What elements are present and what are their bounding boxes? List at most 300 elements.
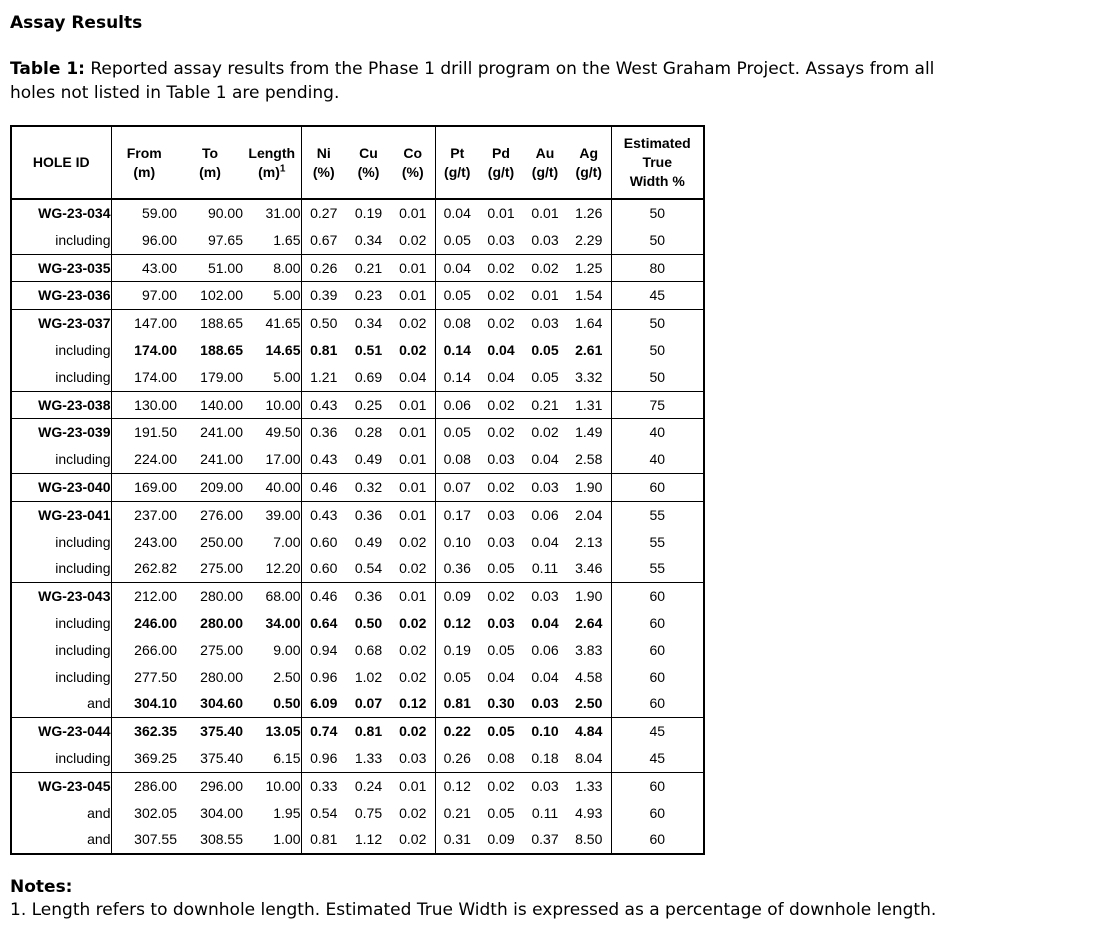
table-row [11, 745, 704, 772]
row-qualifier-cell: including [55, 533, 111, 550]
cu-cell: 1.02 [354, 668, 383, 685]
to-cell: 296.00 [177, 772, 243, 799]
header-cu: Cu (%) [346, 126, 391, 199]
table-row [11, 718, 704, 745]
row-qualifier-cell: including [55, 749, 111, 766]
pt-cell: 0.06 [435, 391, 479, 419]
co-cell: 0.02 [399, 614, 427, 631]
ni-cell: 0.64 [301, 610, 346, 637]
to-cell: 140.00 [177, 391, 243, 419]
from-cell: 246.00 [111, 610, 177, 637]
to-cell: 275.00 [200, 560, 243, 577]
co-cell: 0.02 [391, 718, 435, 745]
ag-cell: 1.33 [567, 772, 611, 799]
co-cell: 0.01 [399, 451, 427, 468]
from-cell: 169.00 [111, 473, 177, 501]
pd-cell: 0.03 [487, 231, 515, 248]
ag-cell: 3.46 [575, 560, 603, 577]
ni-cell: 0.94 [301, 637, 346, 664]
true-width-cell: 45 [611, 745, 704, 772]
length-cell: 31.00 [243, 199, 301, 227]
true-width-cell: 75 [611, 391, 704, 419]
ag-cell: 2.29 [575, 231, 603, 248]
cu-cell: 0.34 [354, 231, 383, 248]
length-cell: 10.00 [243, 391, 301, 419]
ni-cell: 1.21 [301, 364, 346, 391]
pd-cell: 0.03 [479, 501, 523, 528]
assay-results-table [10, 125, 705, 855]
au-cell: 0.04 [531, 533, 559, 550]
to-cell: 308.55 [200, 831, 243, 848]
co-cell: 0.02 [399, 533, 427, 550]
length-cell: 1.00 [273, 831, 301, 848]
co-cell: 0.12 [399, 695, 427, 712]
from-cell: 43.00 [111, 254, 177, 282]
true-width-cell: 55 [611, 529, 704, 556]
ni-cell: 0.46 [301, 473, 346, 501]
to-cell: 51.00 [177, 254, 243, 282]
true-width-cell: 80 [611, 254, 704, 282]
pt-cell: 0.09 [435, 583, 479, 610]
ni-cell: 0.26 [301, 254, 346, 282]
ni-cell: 0.46 [301, 583, 346, 610]
pt-cell: 0.21 [435, 800, 479, 827]
au-cell: 0.21 [523, 391, 567, 419]
to-cell: 304.60 [200, 695, 243, 712]
cu-cell: 0.07 [354, 695, 383, 712]
header-pt: Pt (g/t) [435, 126, 479, 199]
table-row [11, 664, 704, 691]
pd-cell: 0.03 [487, 451, 515, 468]
to-cell: 241.00 [177, 419, 243, 446]
true-width-cell: 60 [611, 637, 704, 664]
table-row [11, 310, 704, 337]
row-qualifier-cell: including [55, 231, 111, 248]
au-cell: 0.10 [523, 718, 567, 745]
from-cell: 304.10 [111, 690, 177, 717]
cu-cell: 0.19 [346, 199, 391, 227]
co-cell: 0.01 [391, 473, 435, 501]
pd-cell: 0.03 [487, 533, 515, 550]
header-hole-id: HOLE ID [11, 126, 111, 199]
true-width-cell: 55 [611, 555, 704, 582]
pt-cell: 0.14 [435, 337, 479, 364]
length-cell: 17.00 [265, 451, 301, 468]
length-cell: 41.65 [243, 310, 301, 337]
hole-id-cell: WG-23-045 [11, 772, 111, 799]
pt-cell: 0.17 [435, 501, 479, 528]
length-cell: 68.00 [243, 583, 301, 610]
hole-id-cell: WG-23-039 [11, 419, 111, 446]
cu-cell: 0.32 [346, 473, 391, 501]
pd-cell: 0.05 [487, 641, 515, 658]
table-row [11, 419, 704, 446]
au-cell: 0.05 [531, 368, 559, 385]
au-cell: 0.04 [531, 451, 559, 468]
pt-cell: 0.12 [435, 772, 479, 799]
pt-cell: 0.10 [435, 529, 479, 556]
au-cell: 0.06 [523, 501, 567, 528]
hole-id-cell: WG-23-037 [11, 310, 111, 337]
true-width-cell: 50 [611, 227, 704, 254]
ag-cell: 1.26 [567, 199, 611, 227]
ni-cell: 0.81 [301, 826, 346, 854]
au-cell: 0.03 [531, 695, 559, 712]
ni-cell: 0.43 [301, 501, 346, 528]
ag-cell: 1.25 [567, 254, 611, 282]
ni-cell: 0.43 [301, 446, 346, 473]
length-cell: 9.00 [273, 641, 301, 658]
pd-cell: 0.02 [479, 419, 523, 446]
header-ni: Ni (%) [301, 126, 346, 199]
ag-cell: 2.04 [567, 501, 611, 528]
cu-cell: 0.24 [346, 772, 391, 799]
cu-cell: 0.54 [354, 560, 383, 577]
length-cell: 8.00 [243, 254, 301, 282]
au-cell: 0.18 [531, 749, 559, 766]
co-cell: 0.01 [391, 419, 435, 446]
au-cell: 0.04 [531, 668, 559, 685]
ni-cell: 0.27 [301, 199, 346, 227]
cu-cell: 0.68 [354, 641, 383, 658]
table-row [11, 637, 704, 664]
pt-cell: 0.04 [435, 199, 479, 227]
length-cell: 5.00 [243, 282, 301, 310]
au-cell: 0.04 [531, 614, 559, 631]
header-to: To (m) [177, 126, 243, 199]
ag-cell: 1.31 [567, 391, 611, 419]
to-cell: 280.00 [177, 583, 243, 610]
table-row [11, 227, 704, 254]
ni-cell: 0.50 [301, 310, 346, 337]
pd-cell: 0.02 [479, 772, 523, 799]
ag-cell: 2.64 [575, 614, 603, 631]
au-cell: 0.03 [523, 473, 567, 501]
length-cell: 14.65 [265, 341, 301, 358]
true-width-cell: 55 [611, 501, 704, 528]
pd-cell: 0.02 [479, 583, 523, 610]
co-cell: 0.02 [391, 310, 435, 337]
cu-cell: 0.49 [354, 451, 383, 468]
pt-cell: 0.08 [435, 310, 479, 337]
to-cell: 209.00 [177, 473, 243, 501]
from-cell: 174.00 [111, 337, 177, 364]
pd-cell: 0.08 [487, 749, 515, 766]
row-qualifier-cell: including [55, 668, 111, 685]
true-width-cell: 50 [611, 310, 704, 337]
notes-heading: Notes: [10, 877, 73, 898]
row-qualifier-cell: and [87, 831, 111, 848]
cu-cell: 0.81 [346, 718, 391, 745]
ni-cell: 0.43 [301, 391, 346, 419]
table-row [11, 690, 704, 717]
page-title: Assay Results [10, 13, 143, 33]
true-width-cell: 60 [611, 610, 704, 637]
length-cell: 10.00 [243, 772, 301, 799]
cu-cell: 0.49 [354, 533, 383, 550]
pd-cell: 0.02 [479, 473, 523, 501]
table-caption [10, 58, 1110, 105]
from-cell: 277.50 [111, 664, 177, 691]
ag-cell: 8.50 [575, 831, 603, 848]
co-cell: 0.01 [391, 772, 435, 799]
ni-cell: 6.09 [301, 690, 346, 717]
co-cell: 0.02 [399, 668, 427, 685]
ni-cell: 0.33 [301, 772, 346, 799]
row-qualifier-cell: including [55, 641, 111, 658]
true-width-cell: 50 [611, 337, 704, 364]
pd-cell: 0.03 [487, 614, 515, 631]
co-cell: 0.03 [399, 749, 427, 766]
from-cell: 191.50 [111, 419, 177, 446]
to-cell: 241.00 [200, 451, 243, 468]
pt-cell: 0.05 [435, 664, 479, 691]
table-row [11, 800, 704, 827]
table-row [11, 254, 704, 282]
to-cell: 280.00 [200, 614, 243, 631]
ag-cell: 4.58 [575, 668, 603, 685]
co-cell: 0.04 [399, 368, 427, 385]
ni-cell: 0.60 [301, 555, 346, 582]
hole-id-cell: WG-23-036 [11, 282, 111, 310]
assay-table-body [11, 199, 704, 854]
table-caption-line1: Reported assay results from the Phase 1 drill program on the West Graham Project. Assays from all [84, 59, 935, 79]
pt-cell: 0.08 [435, 446, 479, 473]
from-cell: 243.00 [111, 529, 177, 556]
pt-cell: 0.81 [435, 690, 479, 717]
ni-cell: 0.36 [301, 419, 346, 446]
au-cell: 0.11 [531, 804, 559, 821]
pd-cell: 0.05 [487, 804, 515, 821]
pd-cell: 0.05 [487, 560, 515, 577]
true-width-cell: 45 [611, 718, 704, 745]
au-cell: 0.03 [523, 310, 567, 337]
au-cell: 0.06 [531, 641, 559, 658]
cu-cell: 0.51 [354, 341, 383, 358]
ag-cell: 2.50 [575, 695, 603, 712]
length-cell: 7.00 [273, 533, 301, 550]
hole-id-cell: WG-23-043 [11, 583, 111, 610]
co-cell: 0.01 [391, 501, 435, 528]
true-width-cell: 40 [611, 446, 704, 473]
cu-cell: 0.25 [346, 391, 391, 419]
true-width-cell: 60 [611, 583, 704, 610]
header-length: Length $(m)^1$ [243, 126, 301, 199]
au-cell: 0.11 [531, 560, 559, 577]
co-cell: 0.02 [399, 804, 427, 821]
to-cell: 102.00 [177, 282, 243, 310]
row-qualifier-cell: including [55, 341, 111, 358]
ag-cell: 4.93 [575, 804, 603, 821]
au-cell: 0.05 [531, 341, 559, 358]
hole-id-cell: WG-23-041 [11, 501, 111, 528]
to-cell: 375.40 [177, 718, 243, 745]
row-qualifier-cell: including [55, 368, 111, 385]
length-cell: 1.65 [273, 231, 301, 248]
pt-cell: 0.05 [435, 227, 479, 254]
to-cell: 250.00 [200, 533, 243, 550]
true-width-cell: 50 [611, 364, 704, 391]
table-header [11, 126, 704, 199]
row-qualifier-cell: including [55, 560, 111, 577]
co-cell: 0.01 [391, 199, 435, 227]
au-cell: 0.01 [523, 199, 567, 227]
cu-cell: 0.36 [346, 583, 391, 610]
table-caption-label: Table 1: [10, 59, 85, 79]
pd-cell: 0.05 [479, 718, 523, 745]
from-cell: 147.00 [111, 310, 177, 337]
hole-id-cell: WG-23-040 [11, 473, 111, 501]
pt-cell: 0.26 [435, 745, 479, 772]
pt-cell: 0.22 [435, 718, 479, 745]
pt-cell: 0.07 [435, 473, 479, 501]
length-cell: 13.05 [243, 718, 301, 745]
header-row [11, 126, 704, 199]
length-cell: 2.50 [273, 668, 301, 685]
length-cell: 34.00 [265, 614, 301, 631]
length-cell: 0.50 [273, 695, 301, 712]
ag-cell: 1.54 [567, 282, 611, 310]
ag-cell: 4.84 [567, 718, 611, 745]
ni-cell: 0.60 [301, 529, 346, 556]
from-cell: 266.00 [111, 637, 177, 664]
co-cell: 0.02 [399, 231, 427, 248]
au-cell: 0.37 [531, 831, 559, 848]
ni-cell: 0.81 [301, 337, 346, 364]
pt-cell: 0.05 [435, 419, 479, 446]
ni-cell: 0.39 [301, 282, 346, 310]
pd-cell: 0.09 [487, 831, 515, 848]
to-cell: 90.00 [177, 199, 243, 227]
ag-cell: 2.61 [575, 341, 603, 358]
from-cell: 369.25 [111, 745, 177, 772]
table-row [11, 610, 704, 637]
from-cell: 212.00 [111, 583, 177, 610]
header-ag: Ag (g/t) [567, 126, 611, 199]
ag-cell: 2.58 [575, 451, 603, 468]
hole-id-cell: WG-23-044 [11, 718, 111, 745]
header-au: Au (g/t) [523, 126, 567, 199]
to-cell: 280.00 [200, 668, 243, 685]
ag-cell: 3.83 [575, 641, 603, 658]
pd-cell: 0.01 [479, 199, 523, 227]
length-cell: 39.00 [243, 501, 301, 528]
header-from: From (m) [111, 126, 177, 199]
ag-cell: 1.90 [567, 473, 611, 501]
ni-cell: 0.74 [301, 718, 346, 745]
au-cell: 0.01 [523, 282, 567, 310]
true-width-cell: 60 [611, 826, 704, 854]
true-width-cell: 40 [611, 419, 704, 446]
table-row [11, 772, 704, 799]
length-cell: 5.00 [273, 368, 301, 385]
table-row [11, 826, 704, 854]
pd-cell: 0.04 [487, 341, 515, 358]
au-cell: 0.02 [523, 254, 567, 282]
table-row [11, 446, 704, 473]
cu-cell: 0.75 [354, 804, 383, 821]
from-cell: 307.55 [111, 826, 177, 854]
cu-cell: 0.23 [346, 282, 391, 310]
cu-cell: 0.21 [346, 254, 391, 282]
table-row [11, 199, 704, 227]
pt-cell: 0.36 [435, 555, 479, 582]
ag-cell: 1.64 [567, 310, 611, 337]
from-cell: 224.00 [111, 446, 177, 473]
hole-id-cell: WG-23-035 [11, 254, 111, 282]
length-footnote-marker: 1 [279, 162, 286, 174]
to-cell: 179.00 [200, 368, 243, 385]
pt-cell: 0.19 [435, 637, 479, 664]
cu-cell: 1.33 [354, 749, 383, 766]
length-cell: 6.15 [273, 749, 301, 766]
to-cell: 188.65 [177, 310, 243, 337]
au-cell: 0.02 [523, 419, 567, 446]
cu-cell: 1.12 [354, 831, 383, 848]
table-row [11, 473, 704, 501]
cu-cell: 0.69 [354, 368, 383, 385]
from-cell: 59.00 [111, 199, 177, 227]
ag-cell: 3.32 [575, 368, 603, 385]
ag-cell: 2.13 [575, 533, 603, 550]
header-estimated-true-width: Estimated True Width % [611, 126, 704, 199]
true-width-cell: 60 [611, 664, 704, 691]
pt-cell: 0.05 [435, 282, 479, 310]
ni-cell: 0.67 [301, 227, 346, 254]
cu-cell: 0.50 [354, 614, 383, 631]
true-width-cell: 60 [611, 772, 704, 799]
length-cell: 1.95 [273, 804, 301, 821]
from-cell: 362.35 [111, 718, 177, 745]
header-co: Co (%) [391, 126, 435, 199]
note-1: 1. Length refers to downhole length. Estimated True Width is expressed as a percentage of downhole length. [10, 900, 937, 921]
true-width-cell: 50 [611, 199, 704, 227]
table-caption-line2: holes not listed in Table 1 are pending. [10, 82, 340, 103]
table-row [11, 555, 704, 582]
au-cell: 0.03 [523, 583, 567, 610]
co-cell: 0.02 [399, 560, 427, 577]
pd-cell: 0.02 [479, 282, 523, 310]
co-cell: 0.01 [391, 391, 435, 419]
from-cell: 302.05 [111, 800, 177, 827]
length-cell: 12.20 [265, 560, 301, 577]
ni-cell: 0.96 [301, 664, 346, 691]
co-cell: 0.01 [391, 282, 435, 310]
from-cell: 174.00 [111, 364, 177, 391]
header-pd: Pd (g/t) [479, 126, 523, 199]
ni-cell: 0.96 [301, 745, 346, 772]
row-qualifier-cell: including [55, 451, 111, 468]
true-width-cell: 60 [611, 690, 704, 717]
pd-cell: 0.02 [479, 254, 523, 282]
co-cell: 0.01 [391, 583, 435, 610]
pd-cell: 0.04 [487, 668, 515, 685]
table-row [11, 583, 704, 610]
table-row [11, 529, 704, 556]
to-cell: 304.00 [200, 804, 243, 821]
table-row [11, 337, 704, 364]
row-qualifier-cell: and [87, 804, 111, 821]
hole-id-cell: WG-23-038 [11, 391, 111, 419]
cu-cell: 0.34 [346, 310, 391, 337]
from-cell: 96.00 [111, 227, 177, 254]
length-cell: 40.00 [243, 473, 301, 501]
length-cell: 49.50 [243, 419, 301, 446]
pd-cell: 0.30 [487, 695, 515, 712]
co-cell: 0.02 [399, 341, 427, 358]
from-cell: 237.00 [111, 501, 177, 528]
row-qualifier-cell: and [87, 695, 111, 712]
